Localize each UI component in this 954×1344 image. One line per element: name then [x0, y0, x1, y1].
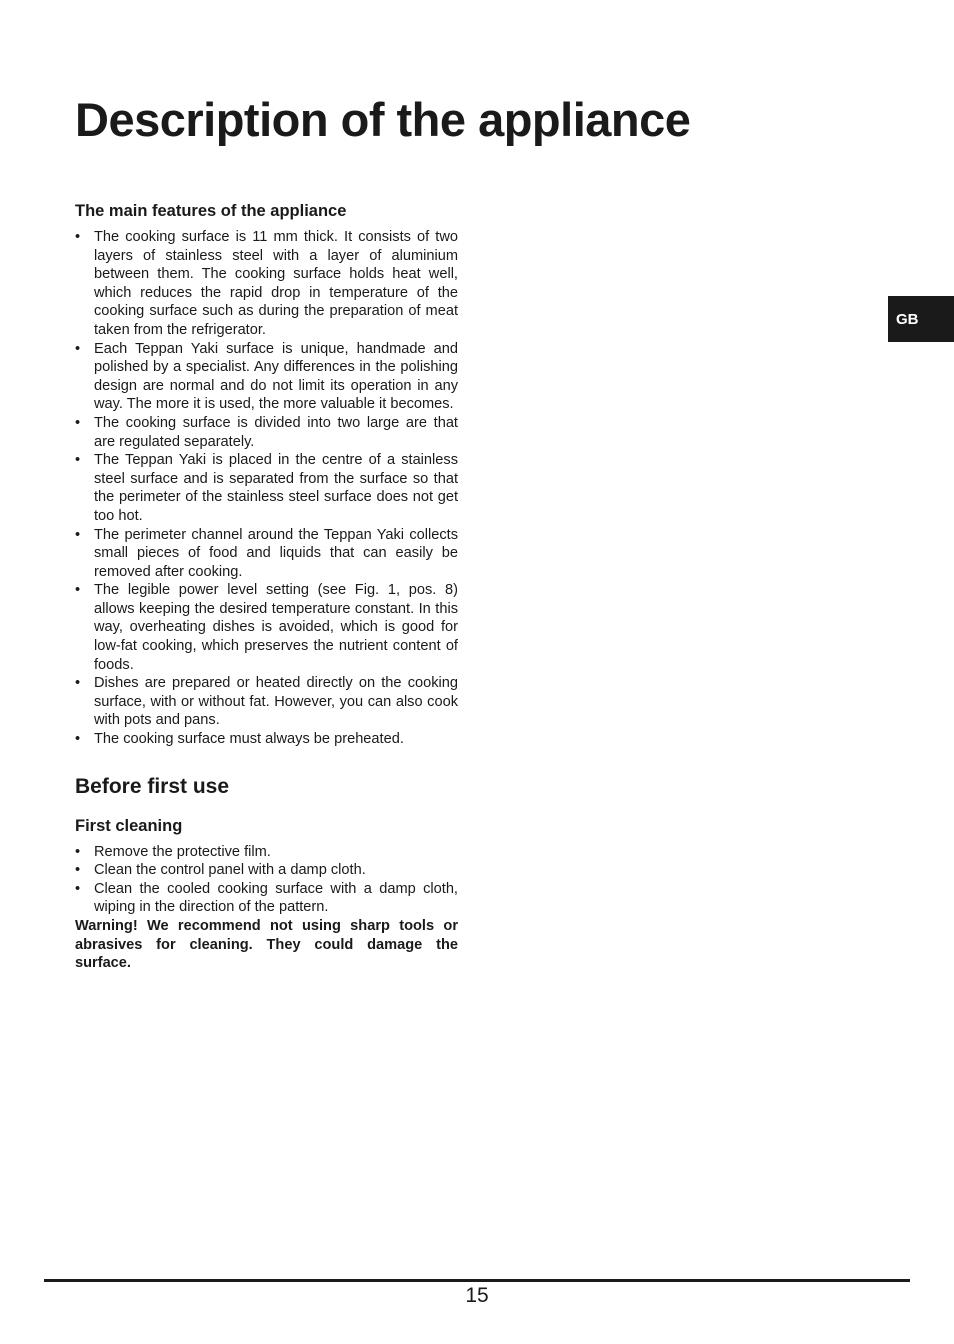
warning-text: Warning! We recommend not using sharp tools or abrasives for cleaning. They could damage the surface. — [75, 918, 458, 972]
footer-divider — [44, 1279, 910, 1282]
main-features-heading: The main features of the appliance — [75, 202, 347, 220]
list-item: • The cooking surface must always be preheated. — [75, 730, 458, 749]
first-cleaning-list — [75, 843, 458, 917]
list-item: • Each Teppan Yaki surface is unique, handmade and polished by a specialist. Any differences in the polishing design are normal and do not limit its operation in any way. The more it is used, the more valuable it becomes. — [75, 340, 458, 414]
list-item: • The cooking surface is divided into two large are that are regulated separately. — [75, 414, 458, 451]
list-item: • Dishes are prepared or heated directly on the cooking surface, with or without fat. However, you can also cook with pots and pans. — [75, 674, 458, 730]
list-item: • The legible power level setting (see Fig. 1, pos. 8) allows keeping the desired temperature constant. In this way, overheating dishes is avoided, which is good for low-fat cooking, which preserves the nutrient content of foods. — [75, 581, 458, 674]
page-number: 15 — [465, 1284, 489, 1307]
main-features-list — [75, 228, 458, 749]
first-cleaning-heading: First cleaning — [75, 816, 183, 835]
list-item: • The perimeter channel around the Teppan Yaki collects small pieces of food and liquids that can easily be removed after cooking. — [75, 526, 458, 582]
list-item: • The cooking surface is 11 mm thick. It consists of two layers of stainless steel with a layer of aluminium between them. The cooking surface holds heat well, which reduces the rapid drop in temperature of the cooking surface such as during the preparation of meat taken from the refrigerator. — [75, 228, 458, 340]
list-item: • Clean the control panel with a damp cloth. — [75, 861, 458, 880]
language-tab: GB — [888, 296, 954, 342]
list-item: • Remove the protective film. — [75, 843, 458, 862]
list-item: • Clean the cooled cooking surface with a damp cloth, wiping in the direction of the pattern. — [75, 880, 458, 917]
list-item: • The Teppan Yaki is placed in the centre of a stainless steel surface and is separated from the surface so that the perimeter of the stainless steel surface does not get too hot. — [75, 451, 458, 525]
content-column — [75, 200, 458, 973]
page-title: Description of the appliance — [75, 93, 691, 146]
before-first-use-heading: Before first use — [75, 774, 230, 798]
